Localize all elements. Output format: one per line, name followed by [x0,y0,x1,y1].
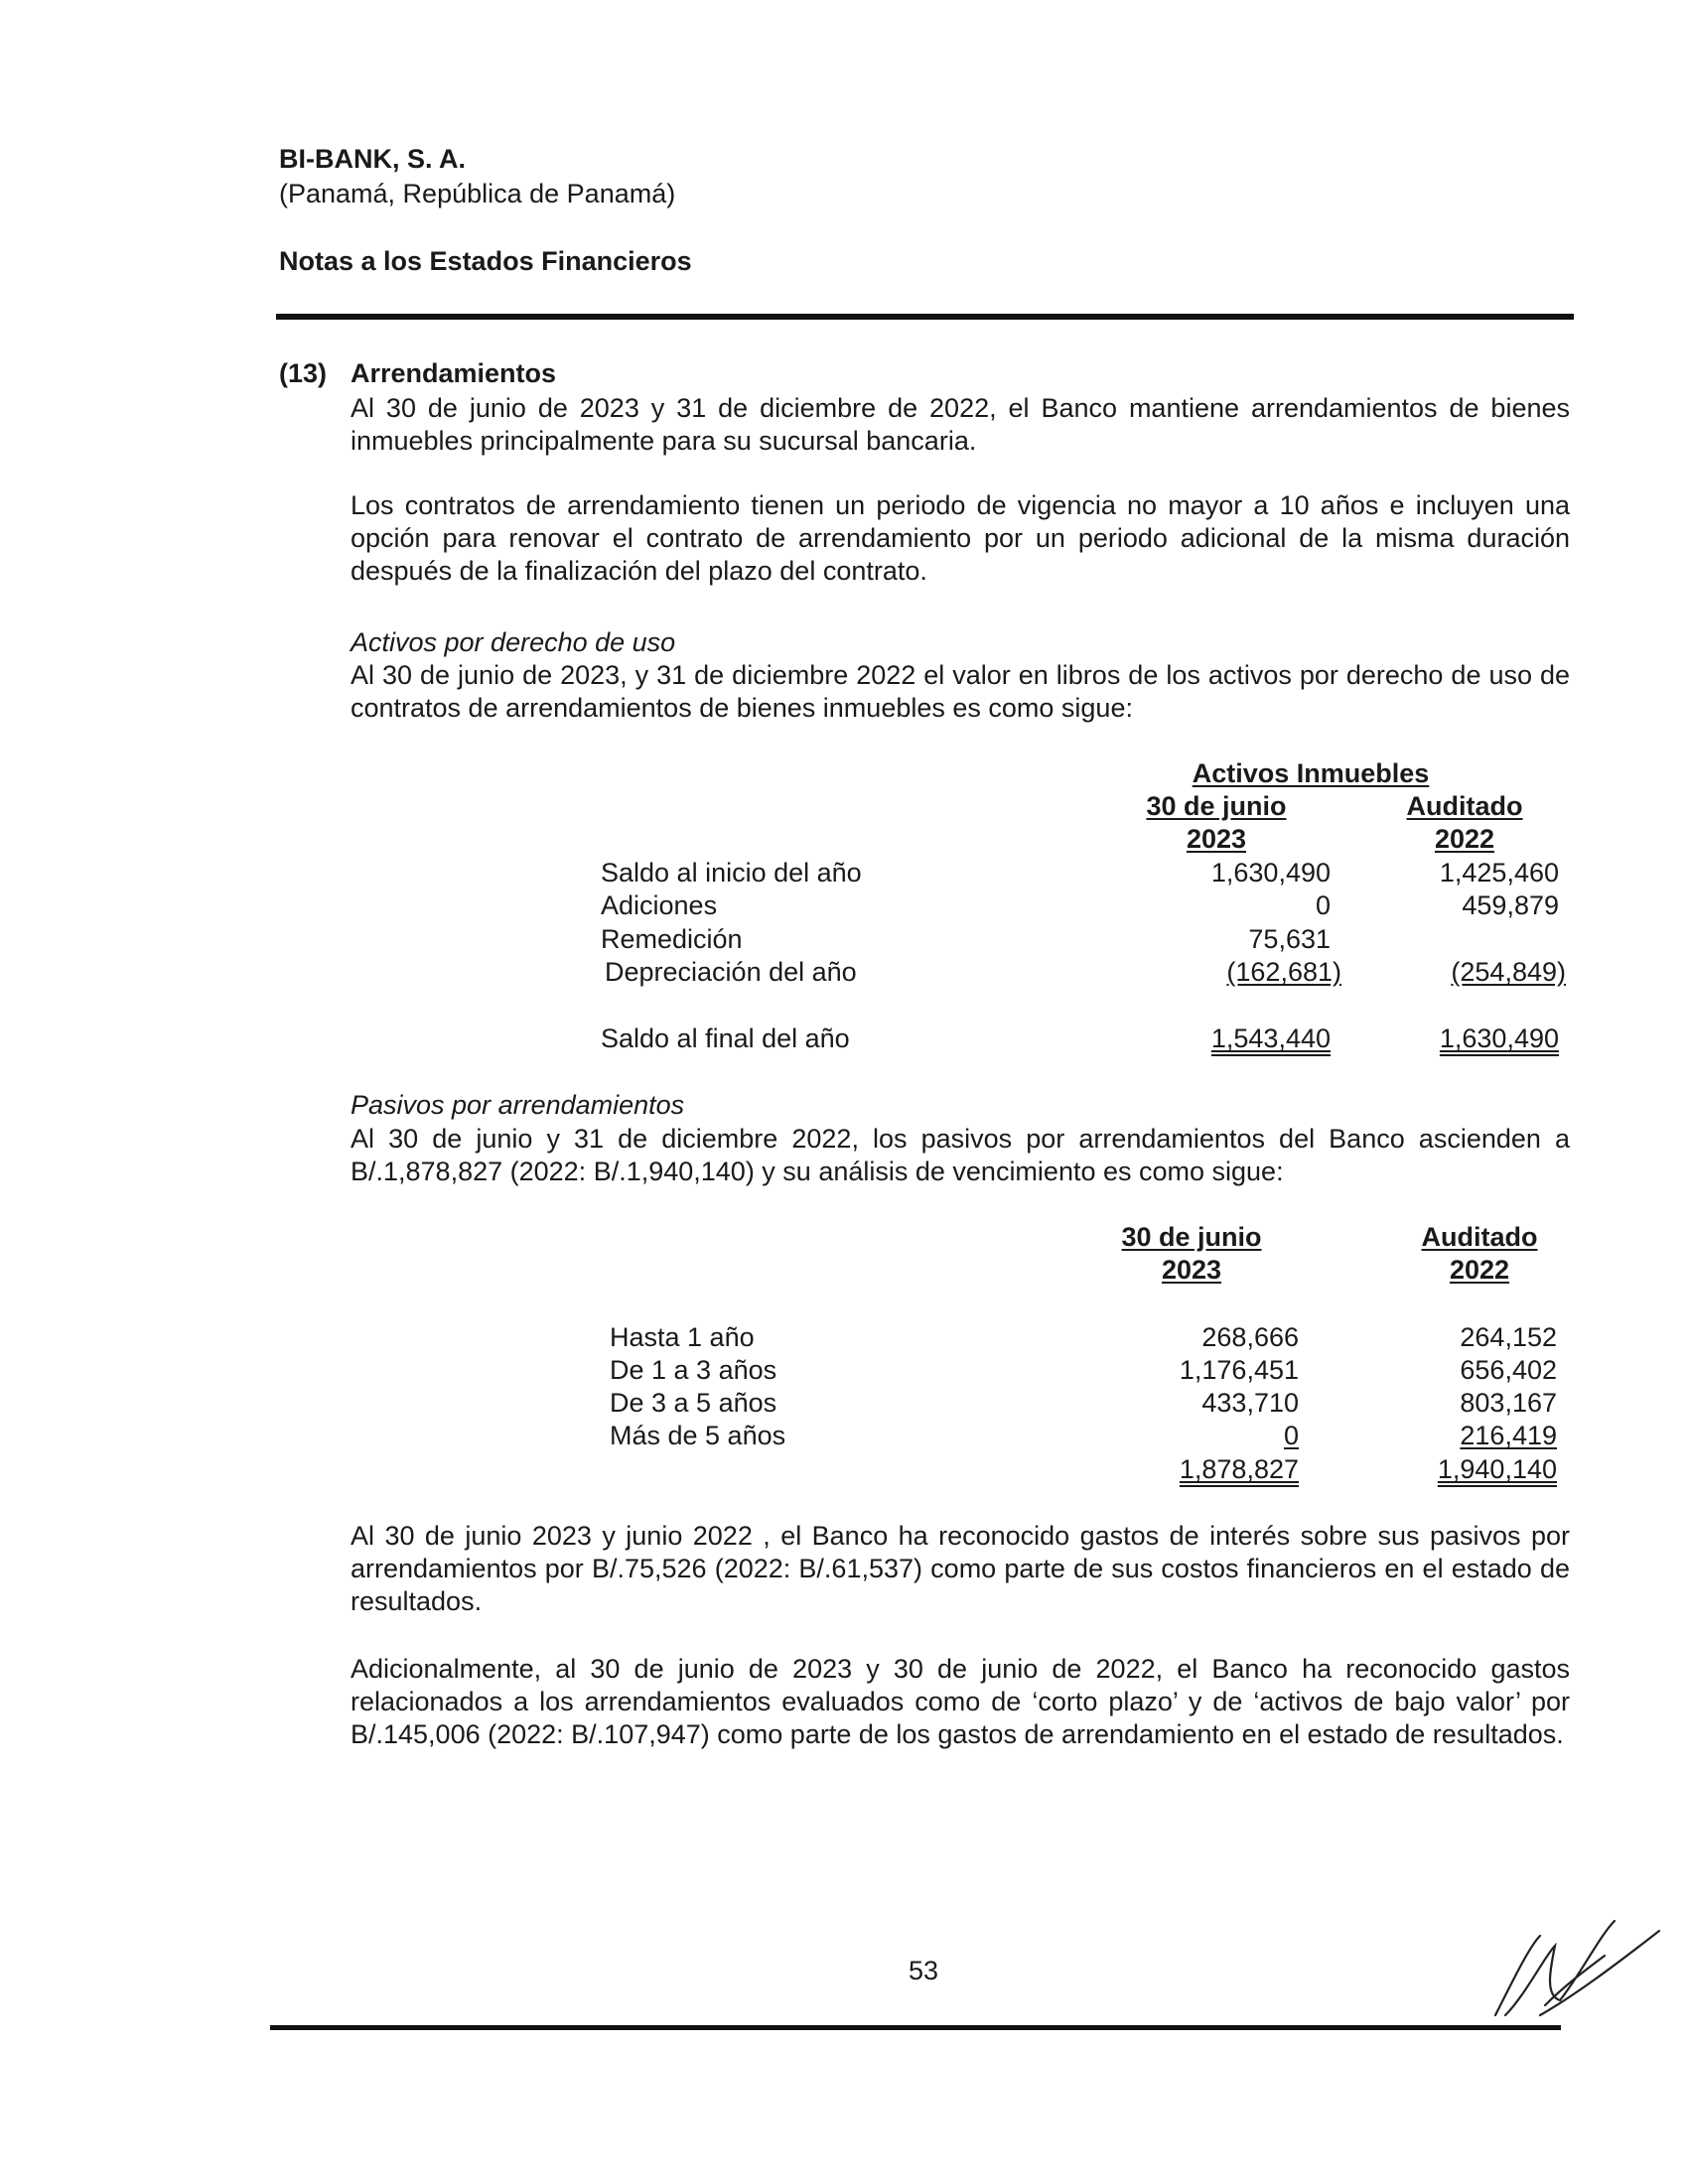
liabilities-subtitle: Pasivos por arrendamientos [351,1090,685,1120]
liabilities-row-value-2023: 268,666 [1201,1322,1299,1352]
liabilities-row-label: De 3 a 5 años [610,1388,777,1418]
assets-row-value-2022: (254,849) [1451,957,1566,987]
liabilities-row-value-2023: 433,710 [1201,1388,1299,1418]
liabilities-row-value-2022: 216,419 [1460,1421,1557,1450]
company-name: BI-BANK, S. A. [279,144,466,174]
assets-subtitle: Activos por derecho de uso [351,627,676,657]
page-number: 53 [908,1956,939,1985]
liabilities-intro: Al 30 de junio y 31 de diciembre 2022, los pasivos por arrendamientos del Banco ascienden a B/.1,878,827 (2022: B/.1,940,140) y su análisis de vencimiento es como sigue: [351,1124,1570,1186]
assets-col1-year: 2023 [1186,824,1247,854]
liabilities-row-label: Más de 5 años [610,1421,786,1450]
assets-col2-header: Auditado [1406,791,1523,821]
assets-row-label: Remedición [601,924,743,954]
signature-initials [1485,1916,1664,2025]
liabilities-col2-year: 2022 [1449,1255,1510,1285]
assets-row-value-2023: (162,681) [1226,957,1341,987]
liabilities-col1-year: 2023 [1161,1255,1222,1285]
short-term-paragraph: Adicionalmente, al 30 de junio de 2023 y 30 de junio de 2022, el Banco ha reconocido gastos relacionados a los arrendamientos evaluados como de ‘corto plazo’ y de ‘activos de bajo valor’ por B/.145,006 (2022: B/.107,947) como parte de los gastos de arrendamiento en el estado de resultados. [351,1654,1570,1749]
liabilities-row-value-2023: 1,176,451 [1179,1355,1299,1385]
footer-rule [270,2025,1561,2030]
assets-total-value-2023: 1,543,440 [1210,1024,1331,1053]
company-country: (Panamá, República de Panamá) [279,179,676,208]
assets-row-label: Depreciación del año [605,957,857,987]
liabilities-row-value-2022: 803,167 [1460,1388,1557,1418]
assets-col2-year: 2022 [1434,824,1495,854]
liabilities-row-label: De 1 a 3 años [610,1355,777,1385]
section-paragraph-1: Al 30 de junio de 2023 y 31 de diciembre de 2022, el Banco mantiene arrendamientos de bienes inmuebles principalmente para su sucursal bancaria. [351,393,1570,456]
liabilities-col1-header: 30 de junio [1121,1222,1262,1252]
liabilities-row-label: Hasta 1 año [610,1322,755,1352]
interest-paragraph: Al 30 de junio 2023 y junio 2022 , el Banco ha reconocido gastos de interés sobre sus pasivos por arrendamientos por B/.75,526 (2022: B/.61,537) como parte de sus costos financieros en el estado de resultados. [351,1521,1570,1616]
assets-row-value-2023: 75,631 [1248,924,1331,954]
assets-row-value-2022: 459,879 [1462,890,1559,920]
assets-row-value-2023: 0 [1315,890,1331,920]
liabilities-row-value-2022: 264,152 [1460,1322,1557,1352]
assets-row-value-2022: 1,425,460 [1439,858,1559,887]
assets-row-label: Saldo al inicio del año [601,858,862,887]
liabilities-row-value-2023: 0 [1283,1421,1299,1450]
assets-col1-header: 30 de junio [1146,791,1287,821]
section-paragraph-2: Los contratos de arrendamiento tienen un periodo de vigencia no mayor a 10 años e incluyen una opción para renovar el contrato de arrendamiento por un periodo adicional de la misma duración después de la finalización del plazo del contrato. [351,490,1570,586]
header-rule [276,314,1574,320]
liabilities-col2-header: Auditado [1421,1222,1538,1252]
liabilities-total-value-2022: 1,940,140 [1437,1454,1557,1484]
assets-total-value-2022: 1,630,490 [1439,1024,1559,1053]
assets-row-value-2023: 1,630,490 [1210,858,1331,887]
notes-title: Notas a los Estados Financieros [279,246,692,276]
assets-row-label: Adiciones [601,890,718,920]
liabilities-total-value-2023: 1,878,827 [1179,1454,1299,1484]
assets-table-title: Activos Inmuebles [1192,758,1430,788]
section-title: Arrendamientos [351,358,557,388]
assets-intro: Al 30 de junio de 2023, y 31 de diciembre 2022 el valor en libros de los activos por derecho de uso de contratos de arrendamientos de bienes inmuebles es como sigue: [351,660,1570,723]
section-number: (13) [279,358,328,388]
liabilities-row-value-2022: 656,402 [1460,1355,1557,1385]
assets-total-label: Saldo al final del año [601,1024,850,1053]
